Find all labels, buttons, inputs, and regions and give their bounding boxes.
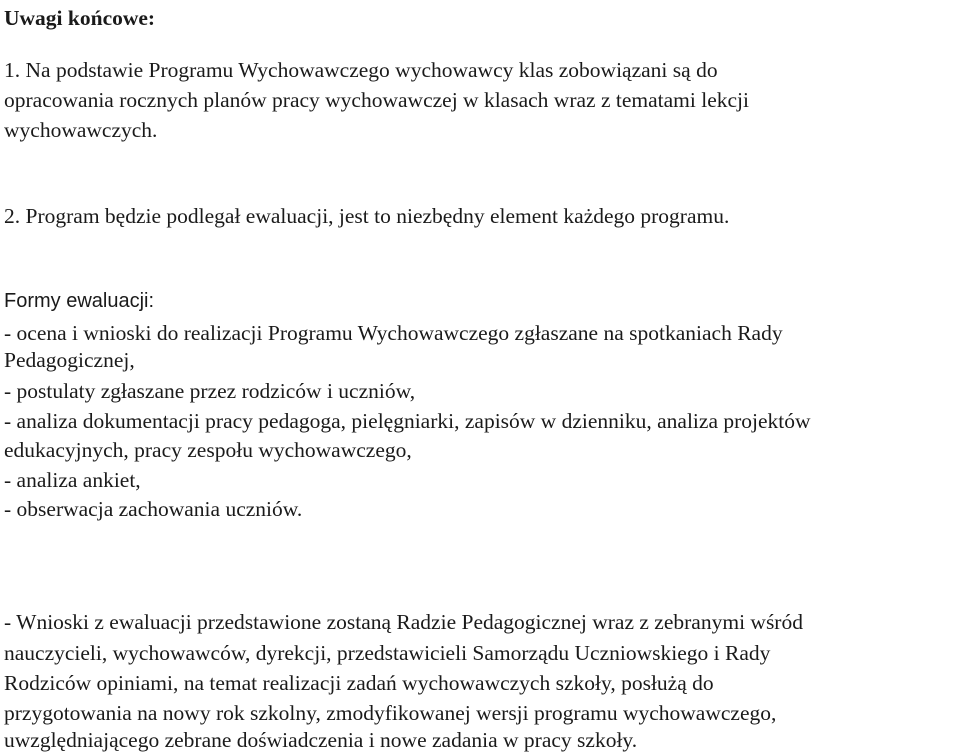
point-1-line-3: wychowawczych. (4, 118, 158, 142)
conclusions-line-1: - Wnioski z ewaluacji przedstawione zostaną Radzie Pedagogicznej wraz z zebranymi wśród (4, 610, 803, 634)
evaluation-line-1: - ocena i wnioski do realizacji Programu Wychowawczego zgłaszane na spotkaniach Rady (4, 321, 783, 345)
evaluation-line-5: edukacyjnych, pracy zespołu wychowawczego, (4, 438, 412, 462)
conclusions-line-5: uwzględniającego zebrane doświadczenia i nowe zadania w pracy szkoły. (4, 728, 638, 752)
evaluation-line-4: - analiza dokumentacji pracy pedagoga, pielęgniarki, zapisów w dzienniku, analiza projektów (4, 409, 811, 433)
evaluation-line-6: - analiza ankiet, (4, 468, 141, 492)
conclusions-line-3: Rodziców opiniami, na temat realizacji zadań wychowawczych szkoły, posłużą do (4, 671, 714, 695)
evaluation-forms-heading: Formy ewaluacji: (4, 290, 155, 312)
closing-remarks-heading: Uwagi końcowe: (4, 6, 156, 30)
evaluation-line-2: Pedagogicznej, (4, 348, 135, 372)
conclusions-line-4: przygotowania na nowy rok szkolny, zmodyfikowanej wersji programu wychowawczego, (4, 701, 777, 725)
point-1-line-1: 1. Na podstawie Programu Wychowawczego wychowawcy klas zobowiązani są do (4, 58, 718, 82)
conclusions-line-2: nauczycieli, wychowawców, dyrekcji, przedstawicieli Samorządu Uczniowskiego i Rady (4, 641, 771, 665)
evaluation-line-7: - obserwacja zachowania uczniów. (4, 497, 303, 521)
evaluation-line-3: - postulaty zgłaszane przez rodziców i uczniów, (4, 379, 416, 403)
point-2-line: 2. Program będzie podlegał ewaluacji, jest to niezbędny element każdego programu. (4, 204, 730, 228)
point-1-line-2: opracowania rocznych planów pracy wychowawczej w klasach wraz z tematami lekcji (4, 88, 749, 112)
